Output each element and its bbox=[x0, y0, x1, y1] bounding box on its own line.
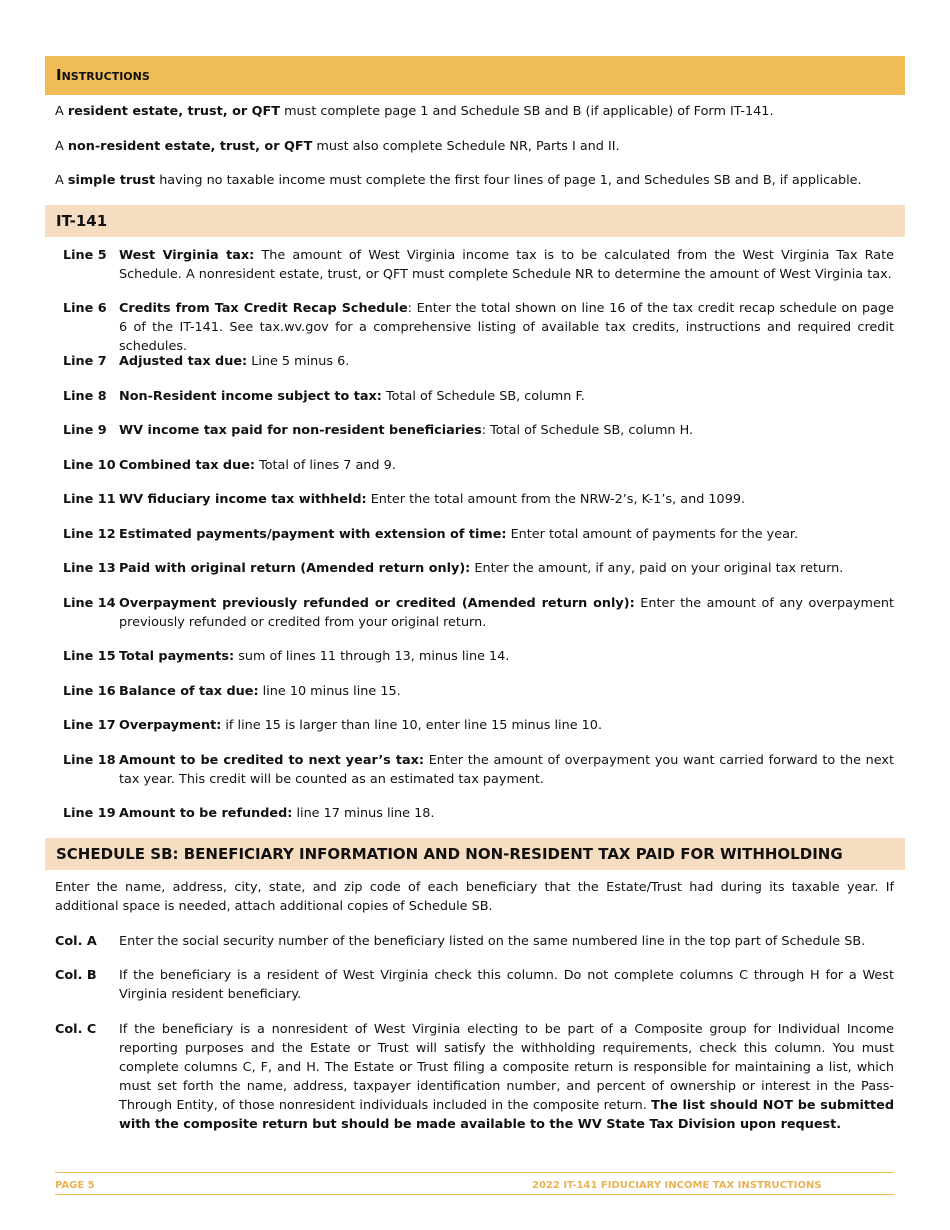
line-heading: Adjusted tax due: bbox=[119, 354, 248, 369]
line-label: Line 17 bbox=[63, 718, 116, 733]
column-label: Col. C bbox=[55, 1022, 97, 1037]
line-description bbox=[119, 682, 894, 701]
line-description bbox=[119, 299, 894, 356]
line-label: Line 19 bbox=[63, 806, 116, 821]
page-number: PAGE 5 bbox=[55, 1180, 95, 1191]
line-description bbox=[119, 525, 894, 544]
line-item bbox=[55, 246, 894, 284]
line-text: if line 15 is larger than line 10, enter line 15 minus line 10. bbox=[221, 718, 603, 733]
instructions-paragraph-1 bbox=[55, 102, 894, 121]
schedule-sb-intro: Enter the name, address, city, state, and zip code of each beneficiary that the Estate/Trust had during its taxable year. If additional space is needed, attach additional copies of Schedule SB. bbox=[55, 880, 894, 914]
line-label: Line 9 bbox=[63, 423, 107, 438]
column-item bbox=[55, 1020, 894, 1134]
line-description bbox=[119, 352, 894, 371]
column-label: Col. A bbox=[55, 934, 97, 949]
line-item bbox=[55, 490, 894, 509]
line-description bbox=[119, 387, 894, 406]
line-description bbox=[119, 716, 894, 735]
column-text: If the beneficiary is a nonresident of West Virginia electing to be part of a Composite group for Individual Income reporting purposes and the Estate or Trust will satisfy the withholding requirements, check this column. You must complete columns C, F, and H. The Estate or Trust filing a composite return is responsible for maintaining a list, which must set forth the name, address, taxpayer identification number, and percent of ownership or interest in the Pass-Through Entity, of those nonresident individuals included in the composite return. bbox=[119, 1022, 894, 1113]
column-item bbox=[55, 932, 894, 951]
schedule-sb-header bbox=[45, 838, 905, 870]
line-heading: Balance of tax due: bbox=[119, 684, 259, 699]
line-text: Enter the total amount from the NRW-2’s, K-1’s, and 1099. bbox=[366, 492, 746, 507]
line-heading: West Virginia tax: bbox=[119, 248, 255, 263]
instructions-paragraph-2 bbox=[55, 137, 894, 156]
line-description bbox=[119, 751, 894, 789]
line-text: Enter the amount of overpayment you want carried forward to the next tax year. This credit will be counted as an estimated tax payment. bbox=[119, 753, 894, 787]
bold-text: resident estate, trust, or QFT bbox=[67, 104, 281, 119]
line-item bbox=[55, 647, 894, 666]
it141-title: IT-141 bbox=[56, 212, 108, 230]
line-label: Line 13 bbox=[63, 561, 116, 576]
column-label: Col. B bbox=[55, 968, 97, 983]
line-label: Line 12 bbox=[63, 527, 116, 542]
line-label: Line 6 bbox=[63, 301, 107, 316]
line-item bbox=[55, 594, 894, 632]
line-description bbox=[119, 490, 894, 509]
column-description bbox=[119, 932, 894, 951]
line-label: Line 18 bbox=[63, 753, 116, 768]
footer-rule-top bbox=[55, 1172, 894, 1173]
line-heading: Combined tax due: bbox=[119, 458, 255, 473]
text: must complete page 1 and Schedule SB and B (if applicable) of Form IT-141. bbox=[280, 104, 774, 119]
line-text: sum of lines 11 through 13, minus line 14. bbox=[234, 649, 510, 664]
column-bold-text: The list should NOT be submitted with the composite return but should be made available to the WV State Tax Division upon request. bbox=[119, 1098, 894, 1132]
line-item bbox=[55, 456, 894, 475]
line-item bbox=[55, 299, 894, 356]
line-item bbox=[55, 682, 894, 701]
text: A bbox=[55, 104, 68, 119]
line-heading: Credits from Tax Credit Recap Schedule bbox=[119, 301, 408, 316]
line-description bbox=[119, 804, 894, 823]
line-description bbox=[119, 559, 894, 578]
bold-text: simple trust bbox=[67, 173, 156, 188]
line-item bbox=[55, 559, 894, 578]
line-item bbox=[55, 525, 894, 544]
line-text: Enter total amount of payments for the year. bbox=[506, 527, 799, 542]
line-text: : Enter the total shown on line 16 of the tax credit recap schedule on page 6 of the IT-141. See tax.wv.gov for a comprehensive listing of available tax credits, instructions and required credit schedules. bbox=[119, 301, 894, 354]
footer-rule-bottom bbox=[55, 1194, 894, 1195]
line-heading: Overpayment: bbox=[119, 718, 222, 733]
line-item bbox=[55, 352, 894, 371]
line-item bbox=[55, 716, 894, 735]
line-text: line 17 minus line 18. bbox=[292, 806, 435, 821]
instructions-header bbox=[45, 56, 905, 95]
line-text: Enter the amount, if any, paid on your original tax return. bbox=[470, 561, 844, 576]
line-label: Line 16 bbox=[63, 684, 116, 699]
text: A bbox=[55, 139, 68, 154]
line-heading: Estimated payments/payment with extension of time: bbox=[119, 527, 507, 542]
line-label: Line 7 bbox=[63, 354, 107, 369]
line-text: Total of Schedule SB, column F. bbox=[381, 389, 585, 404]
line-heading: Total payments: bbox=[119, 649, 235, 664]
line-description bbox=[119, 421, 894, 440]
line-description bbox=[119, 456, 894, 475]
line-heading: Overpayment previously refunded or credited (Amended return only): bbox=[119, 596, 635, 611]
line-item bbox=[55, 804, 894, 823]
it141-header bbox=[45, 205, 905, 237]
column-text: If the beneficiary is a resident of West Virginia check this column. Do not complete columns C through H for a West Virginia resident beneficiary. bbox=[119, 968, 894, 1002]
text: must also complete Schedule NR, Parts I and II. bbox=[312, 139, 620, 154]
line-label: Line 14 bbox=[63, 596, 116, 611]
line-text: : Total of Schedule SB, column H. bbox=[481, 423, 694, 438]
line-heading: WV fiduciary income tax withheld: bbox=[119, 492, 367, 507]
line-heading: Paid with original return (Amended return only): bbox=[119, 561, 471, 576]
text: A bbox=[55, 173, 68, 188]
line-heading: Amount to be credited to next year’s tax: bbox=[119, 753, 425, 768]
line-text: line 10 minus line 15. bbox=[258, 684, 401, 699]
line-text: Enter the amount of any overpayment previously refunded or credited from your original return. bbox=[119, 596, 894, 630]
line-label: Line 8 bbox=[63, 389, 107, 404]
line-description bbox=[119, 246, 894, 284]
text: having no taxable income must complete the first four lines of page 1, and Schedules SB and B, if applicable. bbox=[155, 173, 862, 188]
line-text: The amount of West Virginia income tax is to be calculated from the West Virginia Tax Rate Schedule. A nonresident estate, trust, or QFT must complete Schedule NR to determine the amount of West Virginia tax. bbox=[119, 248, 894, 282]
column-text: Enter the social security number of the beneficiary listed on the same numbered line in the top part of Schedule SB. bbox=[119, 934, 866, 949]
line-heading: Amount to be refunded: bbox=[119, 806, 293, 821]
instructions-paragraph-3 bbox=[55, 171, 894, 190]
column-description bbox=[119, 1020, 894, 1134]
line-heading: WV income tax paid for non-resident beneficiaries bbox=[119, 423, 482, 438]
line-text: Line 5 minus 6. bbox=[247, 354, 350, 369]
line-item bbox=[55, 387, 894, 406]
line-description bbox=[119, 647, 894, 666]
line-item bbox=[55, 751, 894, 789]
line-label: Line 10 bbox=[63, 458, 116, 473]
bold-text: non-resident estate, trust, or QFT bbox=[67, 139, 313, 154]
line-label: Line 5 bbox=[63, 248, 107, 263]
instructions-title: Instructions bbox=[56, 66, 150, 84]
column-item bbox=[55, 966, 894, 1004]
line-text: Total of lines 7 and 9. bbox=[255, 458, 396, 473]
line-label: Line 11 bbox=[63, 492, 116, 507]
column-description bbox=[119, 966, 894, 1004]
line-description bbox=[119, 594, 894, 632]
line-heading: Non-Resident income subject to tax: bbox=[119, 389, 382, 404]
schedule-sb-title: SCHEDULE SB: BENEFICIARY INFORMATION AND NON-RESIDENT TAX PAID FOR WITHHOLDING bbox=[56, 845, 843, 863]
line-label: Line 15 bbox=[63, 649, 116, 664]
line-item bbox=[55, 421, 894, 440]
document-title: 2022 IT-141 FIDUCIARY INCOME TAX INSTRUCTIONS bbox=[532, 1180, 822, 1191]
